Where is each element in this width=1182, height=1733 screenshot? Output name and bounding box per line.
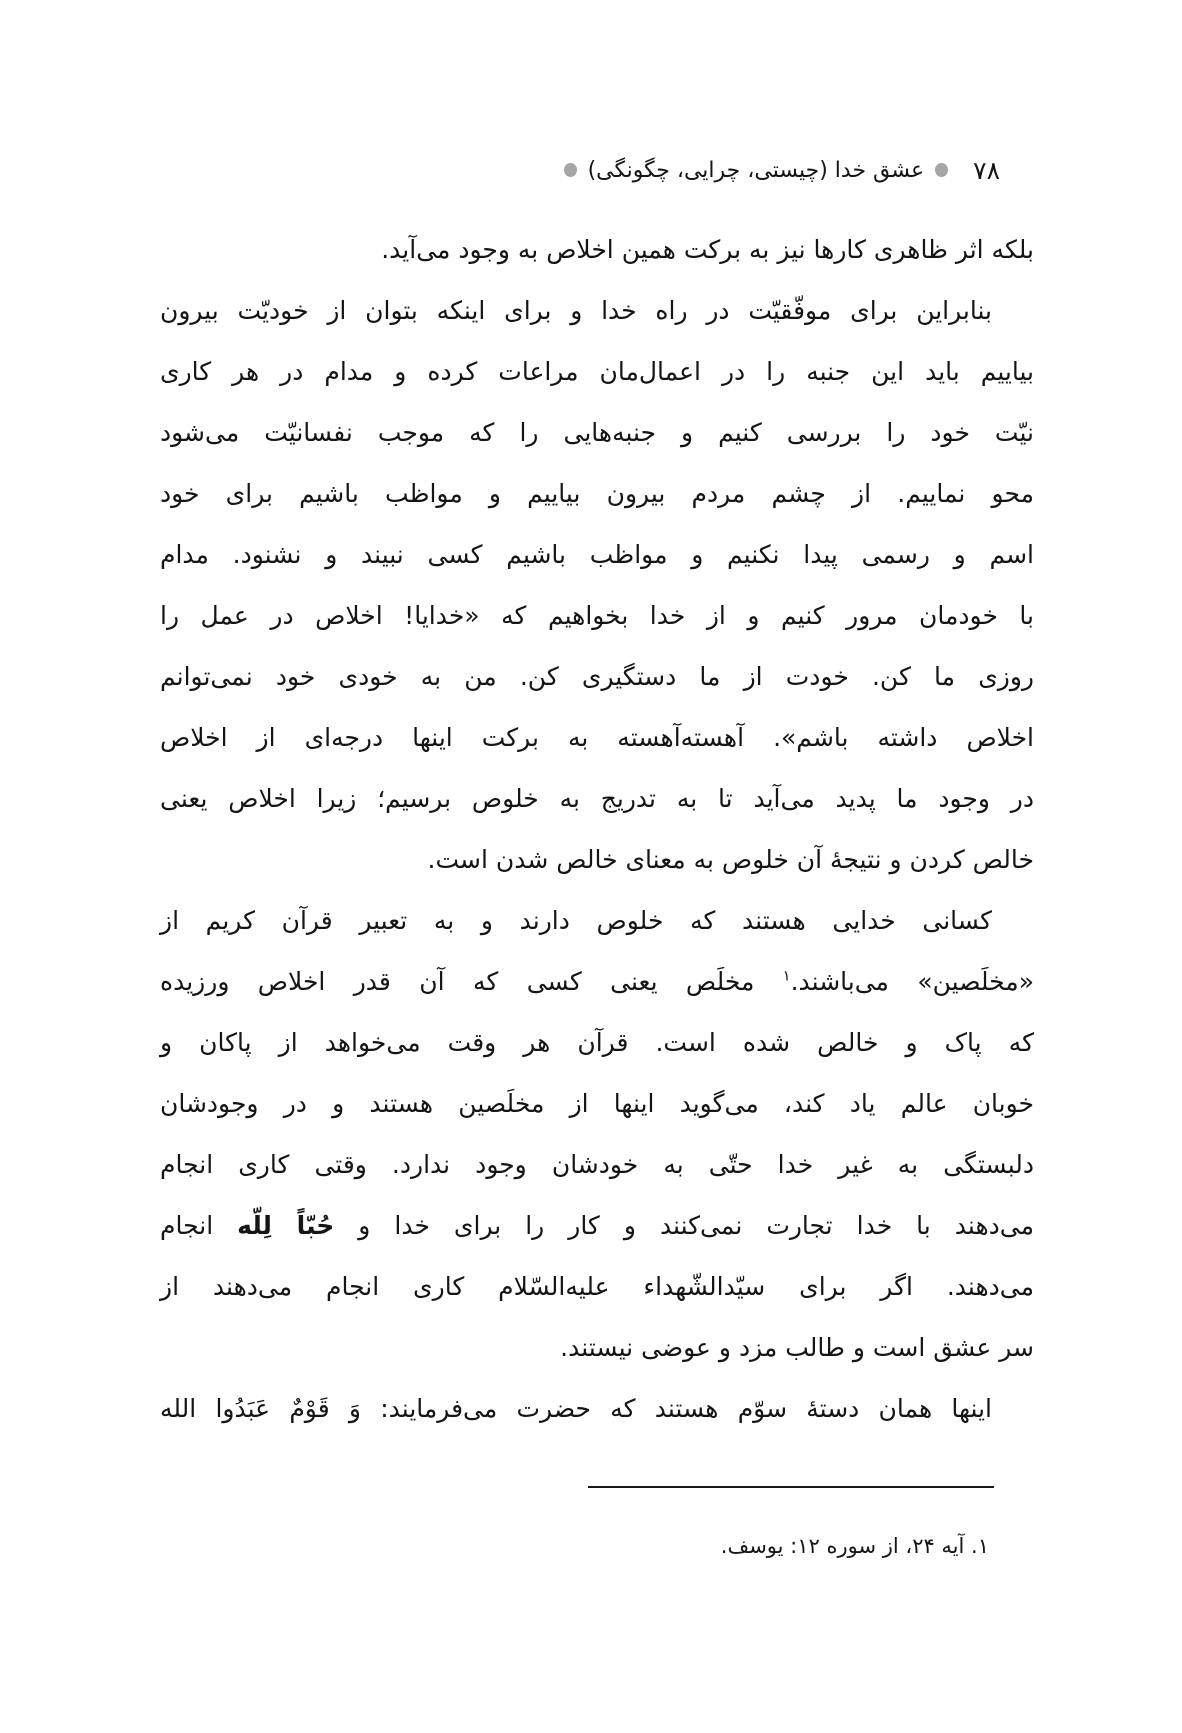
- text-segment: خوبان عالم یاد کند، می‌گوید اینها از مخلَصین هستند و در وجودشان: [160, 1089, 1034, 1118]
- text-segment: «مخلَصین» می‌باشند.: [790, 967, 1034, 996]
- text-line: [160, 646, 1034, 707]
- text-segment: مخلَص یعنی کسی که آن قدر اخلاص ورزیده: [160, 967, 783, 996]
- text-segment: نیّت خود را بررسی کنیم و جنبه‌هایی را که موجب نفسانیّت می‌شود: [160, 418, 1034, 447]
- text-segment: که پاک و خالص شده است. قرآن هر وقت می‌خواهد از پاکان و: [160, 1028, 1034, 1057]
- text-line: [160, 829, 1034, 890]
- bullet-icon: [935, 163, 948, 177]
- text-line: [160, 1317, 1034, 1378]
- text-line: [160, 1012, 1034, 1073]
- text-line: [160, 524, 1034, 585]
- text-line: [160, 1134, 1034, 1195]
- text-line: [160, 1195, 1034, 1256]
- text-line: [160, 1378, 1034, 1439]
- text-line: [160, 951, 1034, 1012]
- text-segment: اینها همان دستهٔ سوّم هستند که حضرت می‌فرمایند: وَ قَوْمٌ عَبَدُوا الله: [160, 1394, 992, 1423]
- text-segment: روزی ما کن. خودت از ما دستگیری کن. من به خودی خود نمی‌توانم: [160, 662, 1034, 691]
- text-line: [160, 402, 1034, 463]
- text-line: [160, 1073, 1034, 1134]
- running-title: عشق خدا (چیستی، چرایی، چگونگی): [587, 157, 925, 183]
- text-segment: محو نماییم. از چشم مردم بیرون بیاییم و مواظب باشیم برای خود: [160, 479, 1034, 508]
- text-line: [160, 1256, 1034, 1317]
- text-segment: بیاییم باید این جنبه را در اعمال‌مان مراعات کرده و مدام در هر کاری: [160, 357, 1034, 386]
- text-segment: انجام: [160, 1211, 238, 1240]
- text-segment: با خودمان مرور کنیم و از خدا بخواهیم که «خدایا! اخلاص در عمل را: [160, 601, 1034, 630]
- footnote-separator: [588, 1486, 994, 1488]
- text-line: [160, 585, 1034, 646]
- text-line: [160, 890, 1034, 951]
- text-line: [160, 219, 1034, 280]
- text-line: [160, 280, 1034, 341]
- text-segment: در وجود ما پدید می‌آید تا به تدریج به خلوص برسیم؛ زیرا اخلاص یعنی: [160, 784, 1034, 813]
- text-segment: اسم و رسمی پیدا نکنیم و مواظب باشیم کسی نبیند و نشنود. مدام: [160, 540, 1034, 569]
- text-segment: اخلاص داشته باشم». آهسته‌آهسته به برکت اینها درجه‌ای از اخلاص: [160, 723, 1034, 752]
- text-segment: می‌دهند با خدا تجارت نمی‌کنند و کار را برای خدا و: [334, 1211, 1034, 1240]
- text-segment: می‌دهند. اگر برای سیّدالشّهداء علیه‌السّلام کاری انجام می‌دهند از: [160, 1272, 1034, 1301]
- text-segment: خالص کردن و نتیجهٔ آن خلوص به معنای خالص شدن است.: [427, 845, 1034, 874]
- bold-phrase: حُبّاً لِلّه: [237, 1211, 335, 1240]
- text-line: [160, 341, 1034, 402]
- text-line: [160, 707, 1034, 768]
- text-segment: کسانی خدایی هستند که خلوص دارند و به تعبیر قرآن کریم از: [160, 906, 992, 935]
- text-segment: بلکه اثر ظاهری کارها نیز به برکت همین اخلاص به وجود می‌آید.: [381, 235, 1034, 264]
- footnote-marker: ۱: [782, 968, 791, 985]
- page-header: [564, 148, 1000, 192]
- text-line: [160, 768, 1034, 829]
- footnote: ۱. آیه ۲۴، از سوره ۱۲: یوسف.: [720, 1534, 989, 1558]
- page-number: ۷۸: [973, 155, 1000, 185]
- bullet-icon: [564, 163, 577, 177]
- text-segment: بنابراین برای موفّقیّت در راه خدا و برای اینکه بتوان از خودیّت بیرون: [160, 296, 992, 325]
- text-line: [160, 463, 1034, 524]
- text-segment: سر عشق است و طالب مزد و عوضی نیستند.: [560, 1333, 1034, 1362]
- body-text: [160, 219, 1034, 1439]
- text-segment: دلبستگی به غیر خدا حتّی به خودشان وجود ندارد. وقتی کاری انجام: [160, 1150, 1034, 1179]
